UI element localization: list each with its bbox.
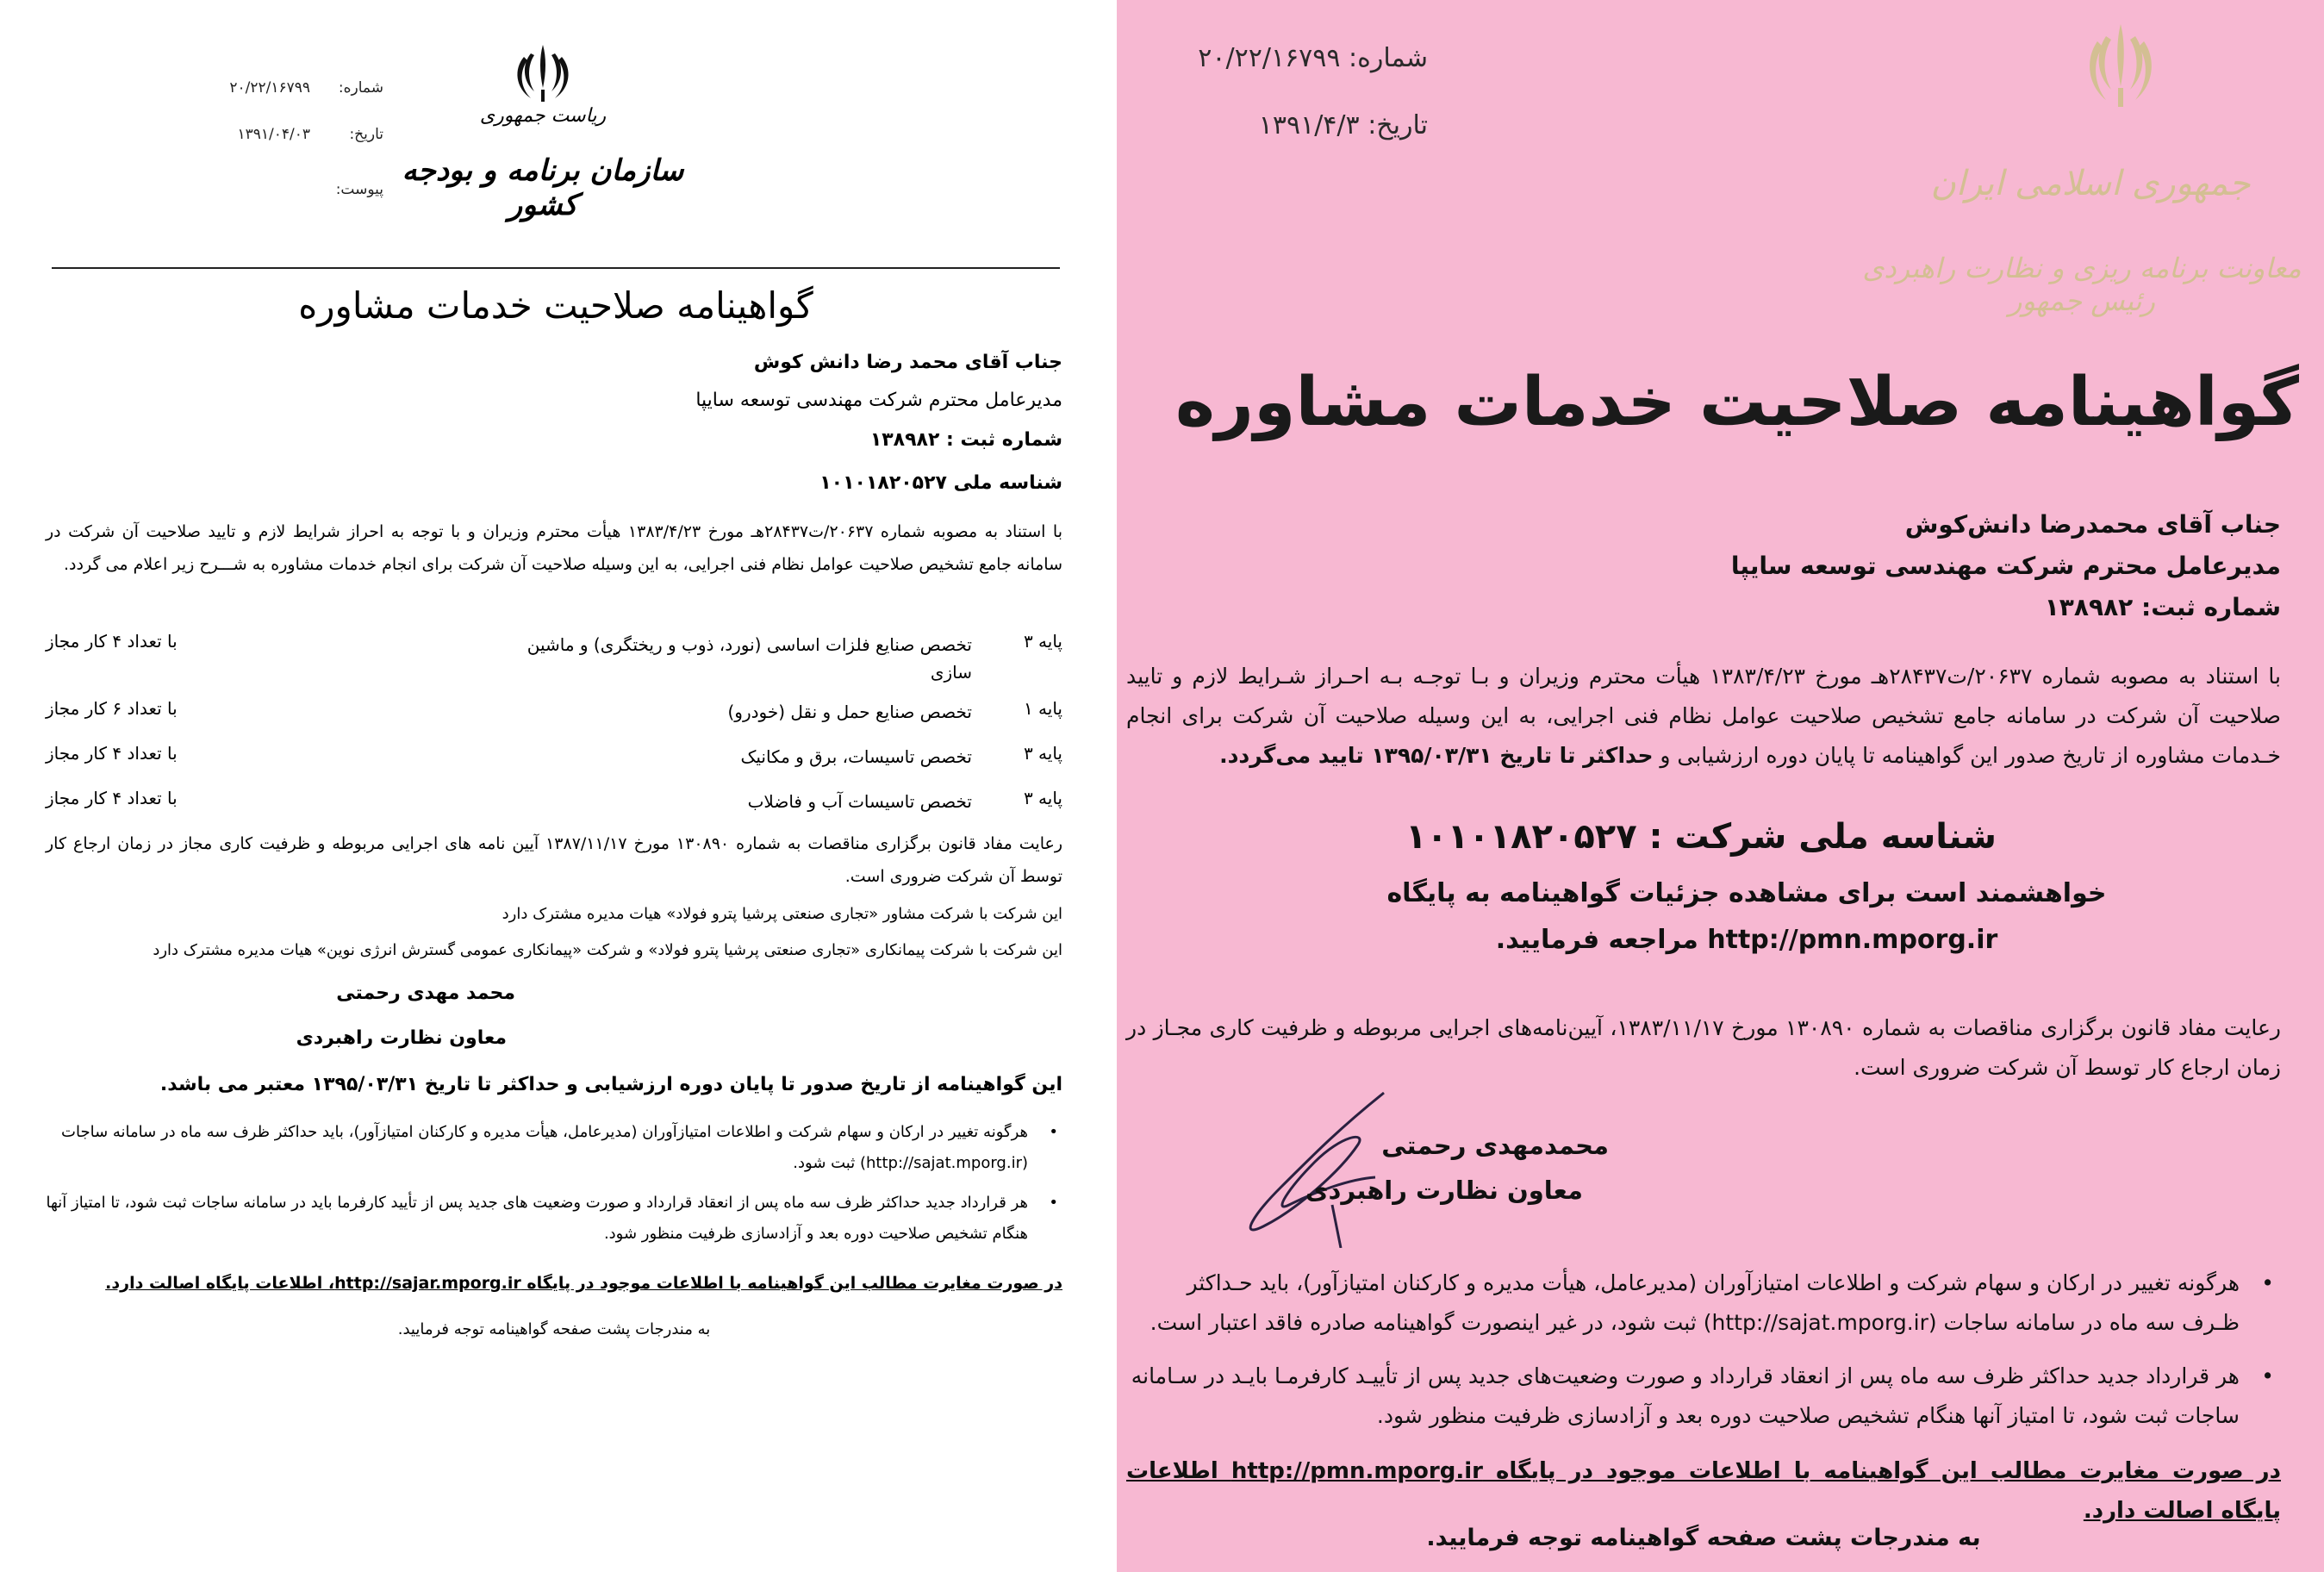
specialty-name: تخصص صنایع فلزات اساسی (نورد، ذوب و ریختگری) و ماشین سازی: [526, 634, 972, 683]
signer-name: محمدمهدی رحمتی: [1381, 1131, 1609, 1160]
specialty-name: تخصص تاسیسات، برق و مکانیک: [740, 746, 972, 767]
left-certificate: [0, 0, 1110, 1572]
specialty-level: پایه ۳: [1023, 631, 1062, 652]
specialty-name: تخصص تاسیسات آب و فاضلاب: [747, 791, 972, 812]
intro-main: با استناد به مصوبه شماره ۲۰۶۳۷/ت۲۸۴۳۷هـ مورخ ۱۳۸۳/۴/۲۳ هیأت محترم وزیران و بـا توجـه بـه احـراز شـرایط لازم و تایید صلاحیت آن شرکت در سامانه جامع تشخیص صلاحیت عوامل نظام فنی اجرایی، به این وسیله صلاحیت آن شرکت برای انجام خـدمات مشاوره از تاریخ صدور این گواهینامه تا پایان دوره ارزشیابی و: [1126, 664, 2282, 768]
validity-statement: این گواهینامه از تاریخ صدور تا پایان دوره ارزشیابی و حداکثر تا تاریخ ۱۳۹۵/۰۳/۳۱ معتبر می باشد.: [159, 1074, 1062, 1095]
specialty-level: پایه ۱: [1023, 698, 1062, 719]
specialty-row: [46, 788, 1062, 822]
specialty-count: با تعداد ۴ کار مجاز: [46, 788, 178, 808]
page-gap: [1110, 0, 1117, 1572]
number-label: شماره:: [338, 79, 383, 97]
intro-bold: حداکثر تا تاریخ ۱۳۹۵/۰۳/۳۱ تایید می‌گردد.: [1219, 743, 1654, 768]
iran-emblem-gold-icon: [2082, 19, 2159, 114]
signer-name: محمد مهدی رحمتی: [336, 982, 515, 1004]
back-page-note: به مندرجات پشت صفحه گواهینامه توجه فرمایید.: [1426, 1525, 1981, 1551]
iran-emblem-icon: [508, 38, 577, 107]
position: مدیرعامل محترم شرکت مهندسی توسعه سایپا: [695, 390, 1062, 411]
intro-paragraph: [1126, 657, 2281, 776]
org-line-2: معاونت برنامه ریزی و نظارت راهبردی رئیس جمهور: [1862, 252, 2302, 317]
specialty-count: با تعداد ۶ کار مجاز: [46, 698, 178, 719]
org-line-1: ریاست جمهوری: [479, 105, 607, 127]
bullet-item: • هرگونه تغییر در ارکان و سهام شرکت و اطلاعات امتیازآوران (مدیرعامل، هیأت مدیره و کارکنان امتیازآور)، باید حداکثر ظرف سه ماه در سامانه ساجات (http://sajat.mporg.ir) ثبت شود.: [46, 1117, 1062, 1179]
specialty-count: با تعداد ۴ کار مجاز: [46, 631, 178, 652]
signature-scribble: [1212, 1076, 1401, 1248]
number-text: شماره: ۲۰/۲۲/۱۶۷۹۹: [1198, 43, 1428, 73]
shared-board-note-1: این شرکت با شرکت مشاور «تجاری صنعتی پرشیا پترو فولاد» هیات مدیره مشترک دارد: [502, 905, 1062, 923]
addressee: جناب آقای محمدرضا دانش‌کوش: [1904, 510, 2281, 539]
intro-paragraph: با استناد به مصوبه شماره ۲۰۶۳۷/ت۲۸۴۳۷هـ مورخ ۱۳۸۳/۴/۲۳ هیأت محترم وزیران و با توجه به احراز شرایط لازم و تایید صلاحیت آن شرکت در سامانه جامع تشخیص صلاحیت عوامل نظام فنی اجرایی، به این وسیله صلاحیت آن شرکت برای انجام خدمات مشاوره به شـــرح زیر اعلام می گردد.: [46, 522, 1063, 574]
compliance-paragraph: رعایت مفاد قانون برگزاری مناقصات به شماره ۱۳۰۸۹۰ مورخ ۱۳۸۷/۱۱/۱۷ آیین نامه های اجرایی مربوطه و ظرفیت کاری مجاز در زمان ارجاع کار توسط آن شرکت ضروری است.: [46, 834, 1062, 886]
bullet-item: • هرگونه تغییر در ارکان و سهام شرکت و اطلاعات امتیازآوران (مدیرعامل، هیأت مدیره و کارکنان امتیازآور)، باید حـداکثر ظـرف سه ماه در سامانه ساجات (http://sajat.mporg.ir) ثبت شود، در غیر اینصورت گواهینامه صادره فاقد اعتبار است.: [1126, 1263, 2281, 1343]
shared-board-note-2: این شرکت با شرکت پیمانکاری «تجاری صنعتی پرشیا پترو فولاد» و شرکت «پیمانکاری عمومی گسترش انرژی نوین» هیات مدیره مشترک دارد: [153, 941, 1062, 959]
signer-title: معاون نظارت راهبردی: [296, 1027, 507, 1049]
specialty-row: [46, 698, 1062, 733]
specialty-count: با تعداد ۴ کار مجاز: [46, 743, 178, 764]
compliance-paragraph: رعایت مفاد قانون برگزاری مناقصات به شماره ۱۳۰۸۹۰ مورخ ۱۳۸۳/۱۱/۱۷، آیین‌نامه‌های اجرایی مربوطه و ظرفیت کاری مجـاز در زمان ارجاع کار توسط آن شرکت ضروری است.: [1126, 1015, 2281, 1080]
national-id: شناسه ملی شرکت : ۱۰۱۰۱۸۲۰۵۲۷: [1405, 817, 1997, 857]
date-value: ۱۳۹۱/۰۴/۰۳: [237, 126, 310, 143]
registration-number: شماره ثبت : ۱۳۸۹۸۲: [869, 429, 1062, 451]
specialty-level: پایه ۳: [1023, 743, 1062, 764]
org-line-1: جمهوری اسلامی ایران: [1930, 164, 2251, 203]
right-certificate: [1117, 0, 2324, 1572]
national-id: شناسه ملی ۱۰۱۰۱۸۲۰۵۲۷: [819, 472, 1062, 494]
bullet-item: • هر قرارداد جدید حداکثر ظرف سه ماه پس از انعقاد قرارداد و صورت وضعیت های جدید پس از تأیید کارفرما باید در سامانه ساجات ثبت شود، تا امتیاز آنها هنگام تشخیص صلاحیت دوره بعد و آزادسازی ظرفیت منظور شود.: [46, 1188, 1062, 1250]
discrepancy-note: در صورت مغایرت مطالب این گواهینامه با اطلاعات موجود در پایگاه http://sajar.mporg.ir، اطلاعات پایگاه اصالت دارد.: [105, 1274, 1062, 1293]
org-line-2: سازمان برنامه و بودجه کشور: [402, 153, 684, 222]
bullet-item: • هر قرارداد جدید حداکثر ظرف سه ماه پس از انعقاد قرارداد و صورت وضعیت‌های جدید پس از تأییـد کارفرمـا بایـد در سـامانه ساجات ثبت شود، تا امتیاز آنها هنگام تشخیص صلاحیت دوره بعد و آزادسازی ظرفیت منظور شود.: [1126, 1357, 2281, 1436]
specialty-level: پایه ۳: [1023, 788, 1062, 808]
certificate-title: گواهینامه صلاحیت خدمات مشاوره: [298, 284, 813, 327]
number-value: ۲۰/۲۲/۱۶۷۹۹: [229, 79, 310, 97]
discrepancy-note: در صورت مغایرت مطالب این گواهینامه با اطلاعات موجود در پایگاه http://pmn.mporg.ir اطلاعات پایگاه اصالت دارد.: [1126, 1458, 2281, 1524]
date-text: تاریخ: ۱۳۹۱/۴/۳: [1258, 110, 1428, 140]
signer-title: معاون نظارت راهبردی: [1305, 1176, 1583, 1205]
specialty-row: [46, 743, 1062, 777]
addressee: جناب آقای محمد رضا دانش کوش: [753, 352, 1062, 373]
specialty-name: تخصص صنایع حمل و نقل (خودرو): [727, 702, 972, 722]
portal-note: خواهشمند است برای مشاهده جزئیات گواهینامه به پایگاه http://pmn.mporg.ir مراجعه فرمایید.: [1386, 878, 2107, 955]
registration-number: شماره ثبت: ۱۳۸۹۸۲: [2044, 593, 2281, 621]
certificate-title: گواهینامه صلاحیت خدمات مشاوره: [1175, 364, 2299, 441]
specialty-row: [46, 631, 1062, 691]
date-label: تاریخ:: [349, 126, 383, 143]
position: مدیرعامل محترم شرکت مهندسی توسعه سایپا: [1730, 552, 2281, 580]
header-divider: [52, 267, 1060, 269]
back-page-note: به مندرجات پشت صفحه گواهینامه توجه فرمایید.: [397, 1320, 711, 1338]
attachment-label: پیوست:: [335, 181, 383, 198]
